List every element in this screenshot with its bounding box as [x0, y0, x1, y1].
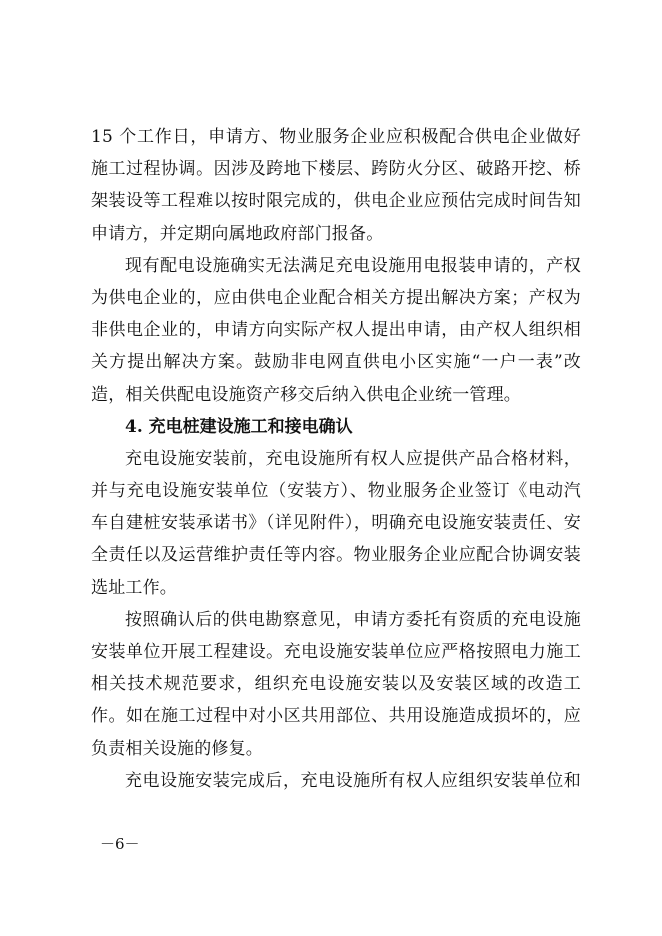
- text-line: 施工过程协调。因涉及跨地下楼层、跨防火分区、破路开挖、桥: [91, 159, 581, 180]
- text-line: 安装单位开展工程建设。充电设施安装单位应严格按照电力施工: [91, 642, 581, 662]
- text-line: 按照确认后的供电勘察意见，申请方委托有资质的充电设施: [125, 609, 581, 630]
- text-line: 选址工作。: [91, 577, 177, 598]
- text-line: 申请方，并定期向属地政府部门报备。: [91, 223, 384, 244]
- text-line: 为供电企业的，应由供电企业配合相关方提出解决方案；产权为: [91, 287, 581, 308]
- text-line: 造，相关供配电设施资产移交后纳入供电企业统一管理。: [91, 384, 521, 405]
- text-line: 关方提出解决方案。鼓励非电网直供电小区实施“一户一表”改: [91, 352, 581, 373]
- page-number: －6－: [100, 835, 140, 853]
- text-line: 现有配电设施确实无法满足充电设施用电报装申请的，产权: [125, 255, 581, 276]
- text-line: 全责任以及运营维护责任等内容。物业服务企业应配合协调安装: [91, 545, 581, 566]
- text-line: 作。如在施工过程中对小区共用部位、共用设施造成损坏的，应: [91, 706, 581, 727]
- text-line: 车自建桩安装承诺书》（详见附件），明确充电设施安装责任、安: [91, 513, 581, 534]
- text-line: 充电设施安装完成后，充电设施所有权人应组织安装单位和: [125, 770, 581, 791]
- document-body: [91, 121, 581, 797]
- paragraph-before-installation: [91, 443, 581, 604]
- paragraph-construction: [91, 604, 581, 765]
- paragraph-existing-facilities: [91, 250, 581, 411]
- text-line: 充电设施安装前，充电设施所有权人应提供产品合格材料，: [125, 448, 581, 469]
- text-line: 负责相关设施的修复。: [91, 738, 263, 759]
- text-line: 并与充电设施安装单位（安装方）、物业服务企业签订《电动汽: [91, 481, 581, 502]
- text-line: 相关技术规范要求，组织充电设施安装以及安装区域的改造工: [91, 674, 581, 695]
- section-heading: 4. 充电桩建设施工和接电确认: [125, 416, 353, 437]
- paragraph-continuation: [91, 121, 581, 250]
- paragraph-after-installation: [91, 765, 581, 797]
- text-line: 架装设等工程难以按时限完成的，供电企业应预估完成时间告知: [91, 191, 581, 212]
- text-line: 非供电企业的，申请方向实际产权人提出申请，由产权人组织相: [91, 320, 581, 341]
- text-line: 15 个工作日，申请方、物业服务企业应积极配合供电企业做好: [91, 127, 581, 147]
